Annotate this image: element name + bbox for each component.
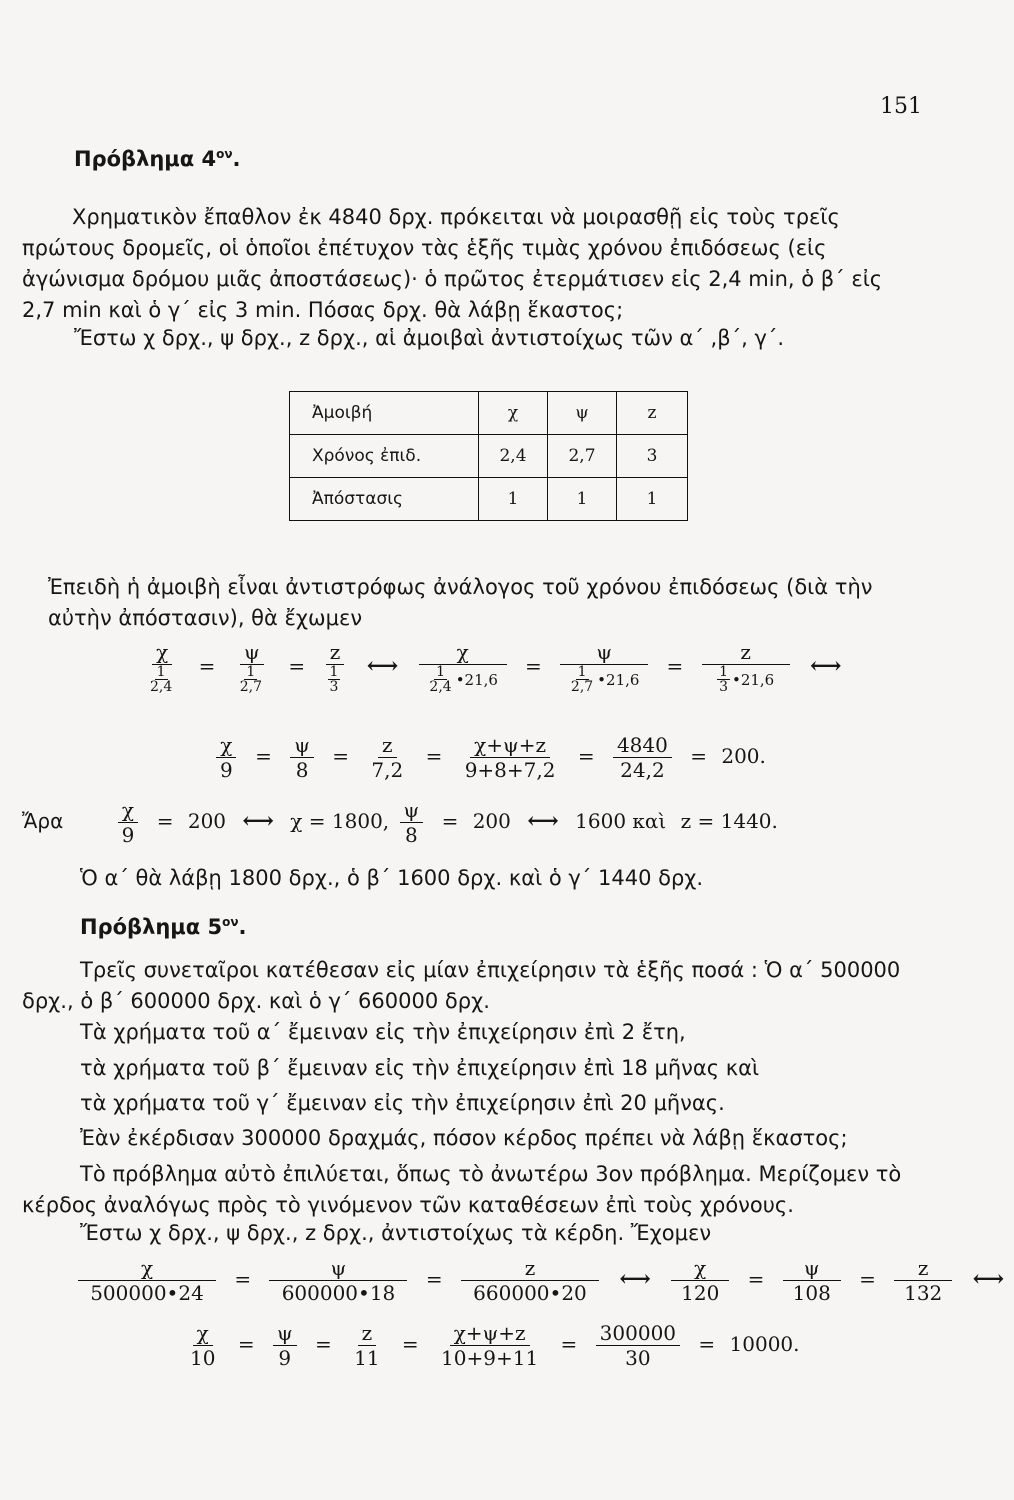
double-arrow-icon: ⟷ <box>810 652 842 679</box>
problem-5-question: Ἐὰν ἐκέρδισαν 300000 δραχμάς, πόσον κέρδος πρέπει νὰ λάβῃ ἕκαστος; <box>80 1126 848 1150</box>
unit-fraction: $\frac{1}{3}$ <box>719 664 728 695</box>
unit-fraction: $\frac{1}{2,7}$ <box>239 664 263 695</box>
table-cell: 1 <box>617 478 688 521</box>
unit-fraction: $\frac{1}{2,4}$ <box>150 664 173 695</box>
fraction: $\frac{\psi}{600000•18}$ <box>269 1256 407 1305</box>
equation-line-1: $\frac{\chi}{\frac{1}{2,4}}$ = $\frac{\psi}{\frac{1}{2,7}}$ = $\frac{z}{\frac{1}{3}}$ ⟷ χ $\frac{1}{2,4}$ •21,6 = ψ $\frac{1}{2,7}$ •21,6 = z $\frac{1}{3}$ •21,6 ⟷ <box>140 640 852 694</box>
unit-fraction: $\frac{1}{3}$ <box>329 664 339 695</box>
fraction: $\frac{\chi+\psi+z}{10+9+11}$ <box>441 1321 539 1370</box>
fraction: $\frac{z}{132}$ <box>894 1256 952 1305</box>
problem-4-title: Πρόβλημα 4 <box>74 147 217 171</box>
table-cell: 2,4 <box>479 435 548 478</box>
fraction: $\frac{\psi}{8}$ <box>400 798 424 847</box>
problem-5-intro: Τρεῖς συνεταῖροι κατέθεσαν εἰς μίαν ἐπιχείρησιν τὰ ἑξῆς ποσά : Ὁ α΄ 500000 δρχ., ὁ β΄ 600000 δρχ. καὶ ὁ γ΄ 660000 δρχ. <box>22 958 901 1013</box>
double-arrow-icon: ⟷ <box>242 808 274 834</box>
numerator: ψ <box>240 640 264 665</box>
problem-5-let: Ἔστω χ δρχ., ψ δρχ., z δρχ., ἀντιστοίχως τὰ κέρδη. Ἔχομεν <box>80 1221 712 1245</box>
fraction: $\frac{\chi+\psi+z}{9+8+7,2}$ <box>464 733 556 782</box>
fraction <box>324 640 347 694</box>
fraction <box>234 640 270 694</box>
double-arrow-icon: ⟷ <box>527 808 559 834</box>
table-cell: ψ <box>548 392 617 435</box>
table-cell: χ <box>479 392 548 435</box>
problem-5-method: Τὸ πρόβλημα αὐτὸ ἐπιλύεται, ὅπως τὸ ἀνωτέρω 3ον πρόβλημα. Μερίζομεν τὸ κέρδος ἀναλόγως πρὸς τὸ γινόμενον τῶν καταθέσεων ἐπὶ τοὺς χρόνους. <box>22 1162 902 1217</box>
table-cell: 2,7 <box>548 435 617 478</box>
table-cell: 3 <box>617 435 688 478</box>
fraction: $\frac{300000}{30}$ <box>596 1321 680 1370</box>
table-row <box>290 478 688 521</box>
hence-label: Ἄρα <box>22 809 64 833</box>
problem-4-text: Χρηματικὸν ἔπαθλον ἐκ 4840 δρχ. πρόκειται νὰ μοιρασθῇ εἰς τοὺς τρεῖς πρώτους δρομεῖς, οἱ ὁποῖοι ἐπέτυχον τὰς ἑξῆς τιμὰς χρόνου ἐπιδόσεως (εἰς ἀγώνισμα δρόμου μιᾶς ἀποστάσεως)· ὁ πρῶτος ἐτερμάτισεν εἰς 2,4 min, ὁ β΄ εἰς 2,7 min καὶ ὁ γ΄ εἰς 3 min. Πόσας δρχ. θὰ λάβῃ ἕκαστος; <box>22 205 883 322</box>
p5-equation-line-2: $\frac{\chi}{10}$ = $\frac{\psi}{9}$ = $\frac{z}{11}$ = $\frac{\chi+\psi+z}{10+9+11}$ = $\frac{300000}{30}$ = 10000. <box>182 1321 800 1370</box>
table-row-label: Ἀπόστασις <box>290 478 479 521</box>
equation-line-2: $\frac{\chi}{9}$ = $\frac{\psi}{8}$ = $\frac{z}{7,2}$ = $\frac{\chi+\psi+z}{9+8+7,2}$ = $\frac{4840}{24,2}$ = 200. <box>212 733 766 782</box>
table-row <box>290 392 688 435</box>
fraction <box>419 640 507 694</box>
fraction: $\frac{\psi}{8}$ <box>290 733 314 782</box>
problem-5-title-suffix: . <box>238 915 247 939</box>
problem-4-heading <box>74 147 241 171</box>
numerator: z <box>326 640 345 665</box>
fraction: $\frac{4840}{24,2}$ <box>613 733 672 782</box>
problem-4-let: Ἔστω χ δρχ., ψ δρχ., z δρχ., αἱ ἀμοιβαὶ ἀντιστοίχως τῶν α΄ ,β΄, γ΄. <box>74 326 785 350</box>
denominator <box>144 665 180 694</box>
double-arrow-icon: ⟷ <box>972 1266 1005 1292</box>
fraction <box>560 640 648 694</box>
denominator: $\frac{1}{2,4}$ •21,6 <box>429 664 498 695</box>
problem-4-answer: Ὁ α΄ θὰ λάβῃ 1800 δρχ., ὁ β΄ 1600 δρχ. καὶ ὁ γ΄ 1440 δρχ. <box>80 866 704 890</box>
problem-4-title-sup: ον <box>216 147 233 161</box>
result: 10000. <box>729 1332 800 1356</box>
fraction: $\frac{\psi}{9}$ <box>273 1321 297 1370</box>
denominator <box>324 665 347 694</box>
unit-fraction: $\frac{1}{2,4}$ <box>429 664 452 695</box>
table-row-label: Χρόνος ἐπιδ. <box>290 435 479 478</box>
double-arrow-icon: ⟷ <box>619 1266 651 1292</box>
table-cell: 1 <box>548 478 617 521</box>
fraction: $\frac{z}{11}$ <box>354 1321 380 1370</box>
denominator: $\frac{1}{2,7}$ •21,6 <box>570 664 640 695</box>
unit-fraction: $\frac{1}{2,7}$ <box>570 664 594 695</box>
double-arrow-icon: ⟷ <box>366 652 399 679</box>
p5-equation-line-1: $\frac{\chi}{500000•24}$ = $\frac{\psi}{600000•18}$ = $\frac{z}{660000•20}$ ⟷ $\frac{\chi}{120}$ = $\frac{\psi}{108}$ = $\frac{z}{132}$ ⟷ <box>74 1256 1014 1305</box>
hence-line: Ἄρα $\frac{\chi}{9}$ = 200 ⟷ χ = 1800, $\frac{\psi}{8}$ = 200 ⟷ 1600 καὶ z = 1440. <box>22 798 778 847</box>
page-number: 151 <box>880 94 922 119</box>
problem-4-since: Ἐπειδὴ ἡ ἀμοιβὴ εἶναι ἀντιστρόφως ἀνάλογος τοῦ χρόνου ἐπιδόσεως (διὰ τὴν αὐτὴν ἀπόστασιν), θὰ ἔχωμεν <box>48 575 873 630</box>
fraction: $\frac{z}{660000•20}$ <box>461 1256 599 1305</box>
denominator <box>234 665 270 694</box>
problem-5-title-sup: ον <box>222 915 239 929</box>
problem-5-line-3: τὰ χρήματα τοῦ γ΄ ἔμειναν εἰς τὴν ἐπιχείρησιν ἐπὶ 20 μῆνας. <box>80 1091 725 1115</box>
fraction: $\frac{\chi}{9}$ <box>216 733 237 782</box>
fraction: $\frac{\psi}{108}$ <box>783 1256 841 1305</box>
numerator: z <box>702 640 790 665</box>
problem-5-title: Πρόβλημα 5 <box>80 915 223 939</box>
result: 200. <box>721 744 766 768</box>
numerator: χ <box>419 640 507 665</box>
fraction: $\frac{\chi}{10}$ <box>190 1321 216 1370</box>
fraction <box>702 640 790 694</box>
problem-4-title-suffix: . <box>232 147 241 171</box>
numerator: χ <box>152 640 172 665</box>
table-cell: z <box>617 392 688 435</box>
table-row-label: Ἀμοιβή <box>290 392 479 435</box>
fraction: $\frac{\chi}{120}$ <box>671 1256 729 1305</box>
table-cell: 1 <box>479 478 548 521</box>
fraction: $\frac{\chi}{9}$ <box>118 798 139 847</box>
fraction: $\frac{z}{7,2}$ <box>371 733 404 782</box>
table-row <box>290 435 688 478</box>
numerator: ψ <box>560 640 648 665</box>
fraction <box>144 640 180 694</box>
problem-5-line-2: τὰ χρήματα τοῦ β΄ ἔμειναν εἰς τὴν ἐπιχείρησιν ἐπὶ 18 μῆνας καὶ <box>80 1056 760 1080</box>
fraction: $\frac{\chi}{500000•24}$ <box>78 1256 216 1305</box>
problem-5-heading <box>80 915 247 939</box>
denominator: $\frac{1}{3}$ •21,6 <box>719 664 775 695</box>
problem-5-line-1: Τὰ χρήματα τοῦ α΄ ἔμειναν εἰς τὴν ἐπιχείρησιν ἐπὶ 2 ἔτη, <box>80 1020 686 1044</box>
data-table <box>289 391 688 521</box>
